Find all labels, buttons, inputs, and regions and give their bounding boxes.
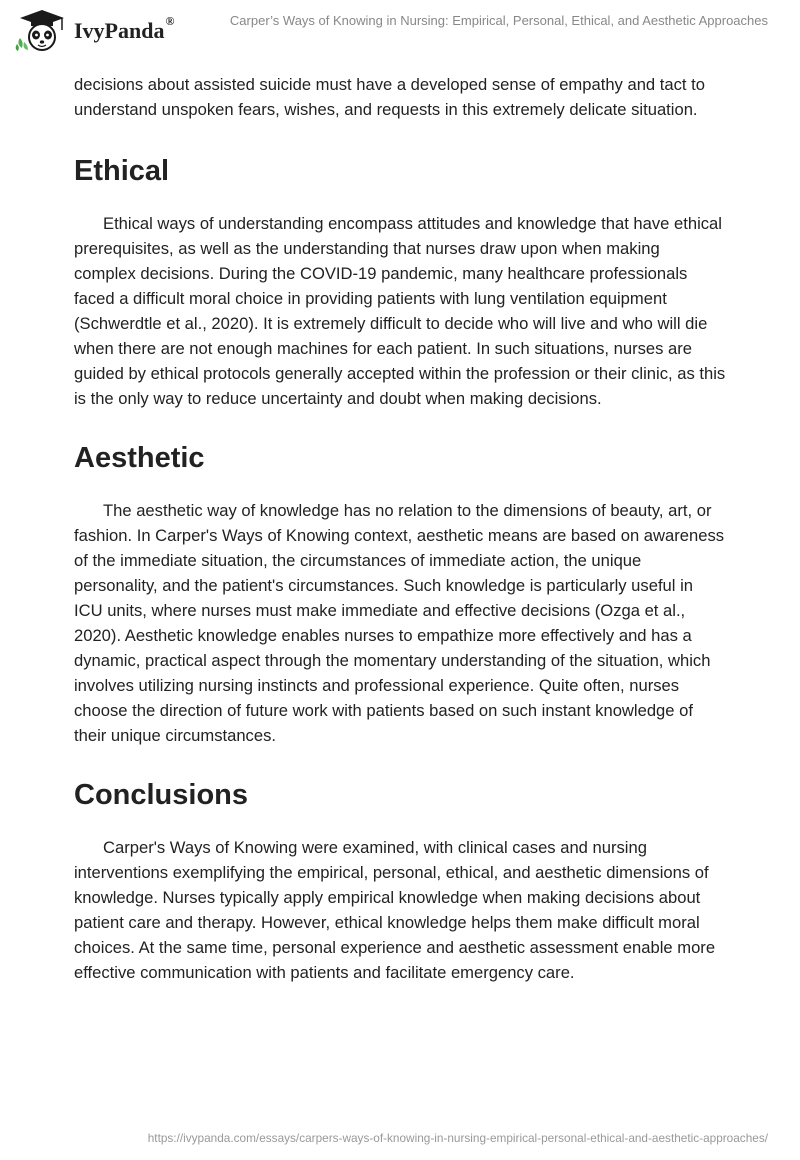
section-heading-ethical: Ethical <box>74 155 170 187</box>
intro-paragraph: decisions about assisted suicide must have a developed sense of empathy and tact to understand unspoken fears, wishes, and requests in this extremely delicate situation. <box>74 75 705 119</box>
section-paragraph-aesthetic: The aesthetic way of knowledge has no relation to the dimensions of beauty, art, or fashion. In Carper's Ways of Knowing context, aesthetic means are based on awareness of the immediate situation, the circumstances of immediate action, the unique personality, and the patient's circumstances. Such knowledge is particularly useful in ICU units, where nurses must make immediate and effective decisions (Ozga et al., 2020). Aesthetic knowledge enables nurses to empathize more effectively and has a dynamic, practical aspect through the momentary understanding of the situation, which involves utilizing nursing instincts and professional experience. Quite often, nurses choose the direction of future work with patients based on such instant knowledge of their unique circumstances. <box>74 501 725 745</box>
document-title: Carper’s Ways of Knowing in Nursing: Empirical, Personal, Ethical, and Aesthetic Approaches <box>229 13 768 28</box>
essay-content <box>74 72 726 985</box>
panda-graduate-icon <box>14 8 70 52</box>
page-header <box>0 0 800 60</box>
section-paragraph-ethical: Ethical ways of understanding encompass attitudes and knowledge that have ethical prerequisites, as well as the understanding that nurses draw upon when making complex decisions. During the COVID-19 pandemic, many healthcare professionals faced a difficult moral choice in providing patients with lung ventilation equipment (Schwerdtle et al., 2020). It is extremely difficult to decide who will live and who will die when there are not enough machines for each patient. In such situations, nurses are guided by ethical protocols generally accepted within the profession or their clinic, as this is the only way to reduce uncertainty and doubt when making decisions. <box>74 214 726 408</box>
ivypanda-logo[interactable] <box>14 8 174 52</box>
section-heading-conclusions: Conclusions <box>74 779 249 811</box>
section-heading-aesthetic: Aesthetic <box>74 442 205 474</box>
source-url-link[interactable]: https://ivypanda.com/essays/carpers-ways-of-knowing-in-nursing-empirical-personal-ethical-and-aesthetic-approaches/ <box>147 1131 768 1145</box>
section-paragraph-conclusions: Carper's Ways of Knowing were examined, with clinical cases and nursing interventions exemplifying the empirical, personal, ethical, and aesthetic dimensions of knowledge. Nurses typically apply empirical knowledge when making decisions about patient care and therapy. However, ethical knowledge helps them make difficult moral choices. At the same time, personal experience and aesthetic assessment enable more effective communication with patients and facilitate emergency care. <box>74 838 716 982</box>
logo-wordmark: IvyPanda® <box>74 14 175 43</box>
